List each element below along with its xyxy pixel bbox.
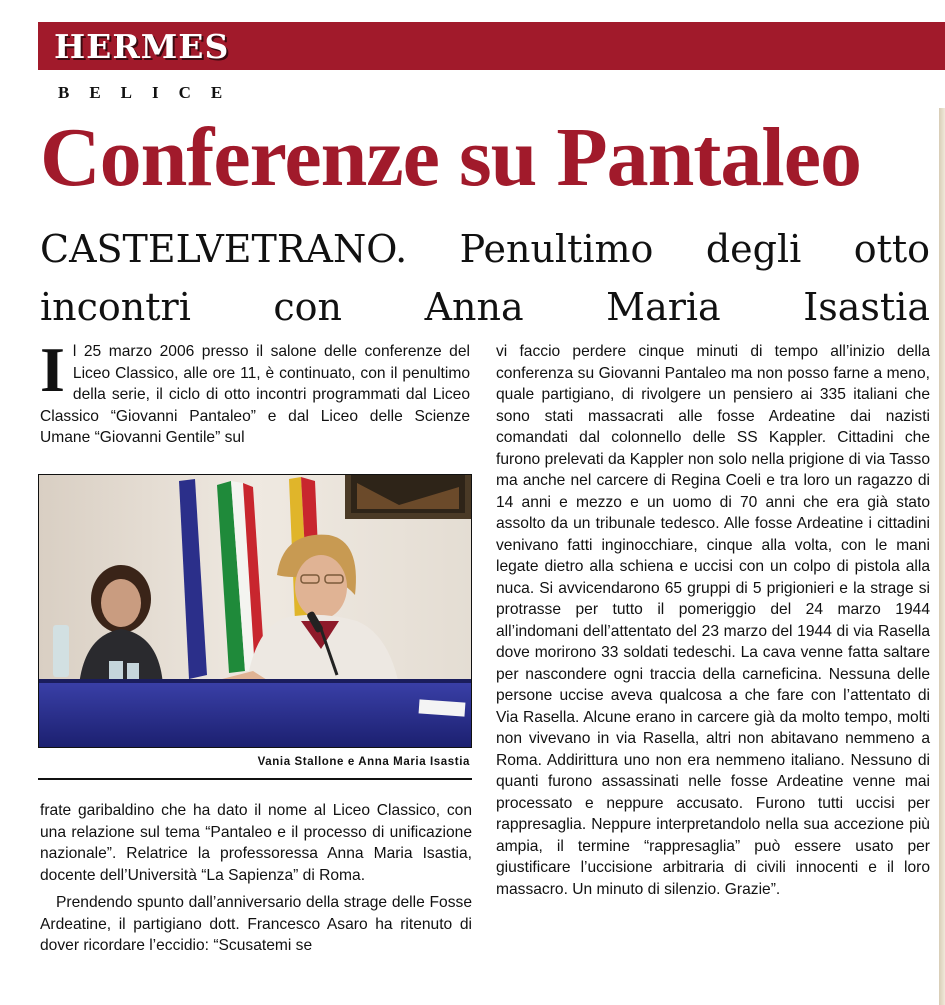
article-paragraph: Prendendo spunto dall’anniversario della strage delle Fosse Ardeatine, il partigiano dott. Francesco Asaro ha ritenuto di dover ricordare l’eccidio: “Scusatemi se: [40, 894, 472, 954]
article-subhead: CASTELVETRANO. Penultimo degli otto incontri con Anna Maria Isastia: [40, 227, 930, 329]
column-left-top: [40, 334, 470, 449]
article-photo: [38, 474, 472, 748]
section-rubric: BELICE: [58, 83, 243, 102]
article-paragraph: vi faccio perdere cinque minuti di tempo all’inizio della conferenza su Giovanni Pantaleo ma non posso farne a meno, quale partigiano, di rivolgere un pensiero ai 335 italiani che sono stati massacrati alle fosse Ardeatine dai nazisti comandati dal colonnello delle SS Kappler. Cittadini che furono prelevati da Kappler non solo nella prigione di via Tasso ma anche nel carcere di Regina Coeli e tra loro un ragazzo di 14 anni e mezzo e un uomo di 70 anni che era già stato assolto da un tribunale tedesco. Alle fosse Ardeatine i cittadini venivano fatti inginocchiare, cinque alla volta, con le mani legate dietro alla schiena e uccisi con un colpo di pistola alla nuca. Si avvicendarono 65 gruppi di 5 prigionieri e la strage si protrasse per tutto il pomeriggio del 24 marzo 1944 all’indomani dell’attentato del 23 marzo del 1944 di via Rasella dove morirono 33 soldati tedeschi. La cava venne fatta saltare per nascondere ogni traccia della carneficina. Nessuna delle persone uccise aveva qualcosa a che fare con l’attentato di Via Rasella. Alcune erano in carcere già da molto tempo, molti non vivevano in via Rasella, altri non abitavano nemmeno a Roma. Addirittura uno non era nemmeno italiano. Nessuno di quanti furono assassinati nelle fosse Ardeatine venne mai processato e neppure accusato. Furono tutti uccisi per rappresaglia. Neppure interpretandolo nella sua accezione più ampia, il termine “rappresaglia” può essere usato per giustificare l’uccisione arbitraria di civili innocenti e il loro massacro. Un minuto di silenzio. Grazie”.: [496, 343, 930, 898]
article-headline: Conferenze su Pantaleo: [40, 111, 861, 204]
page-edge-rule: [939, 108, 945, 1005]
photo-illustration: [39, 475, 471, 747]
column-left-bottom: [40, 800, 472, 957]
article-intro-text: l 25 marzo 2006 presso il salone delle conferenze del Liceo Classico, alle ore 11, è continuato, con il penultimo della serie, il ciclo di otto incontri programmati dal Liceo Classico “Giovanni Pantaleo” e dal Liceo delle Scienze Umane “Giovanni Gentile” sul: [40, 343, 470, 446]
caption-rule: [38, 778, 472, 780]
masthead-bar: [38, 22, 945, 70]
drop-cap: I: [40, 334, 65, 405]
photo-caption: Vania Stallone e Anna Maria Isastia: [257, 756, 470, 768]
column-right: [496, 341, 930, 900]
article-paragraph: frate garibaldino che ha dato il nome al Liceo Classico, con una relazione sul tema “Pantaleo e il processo di unificazione nazionale”. Relatrice la professoressa Anna Maria Isastia, docente dell’Università “La Sapienza” di Roma.: [40, 802, 472, 884]
masthead-title: HERMES: [54, 27, 230, 66]
